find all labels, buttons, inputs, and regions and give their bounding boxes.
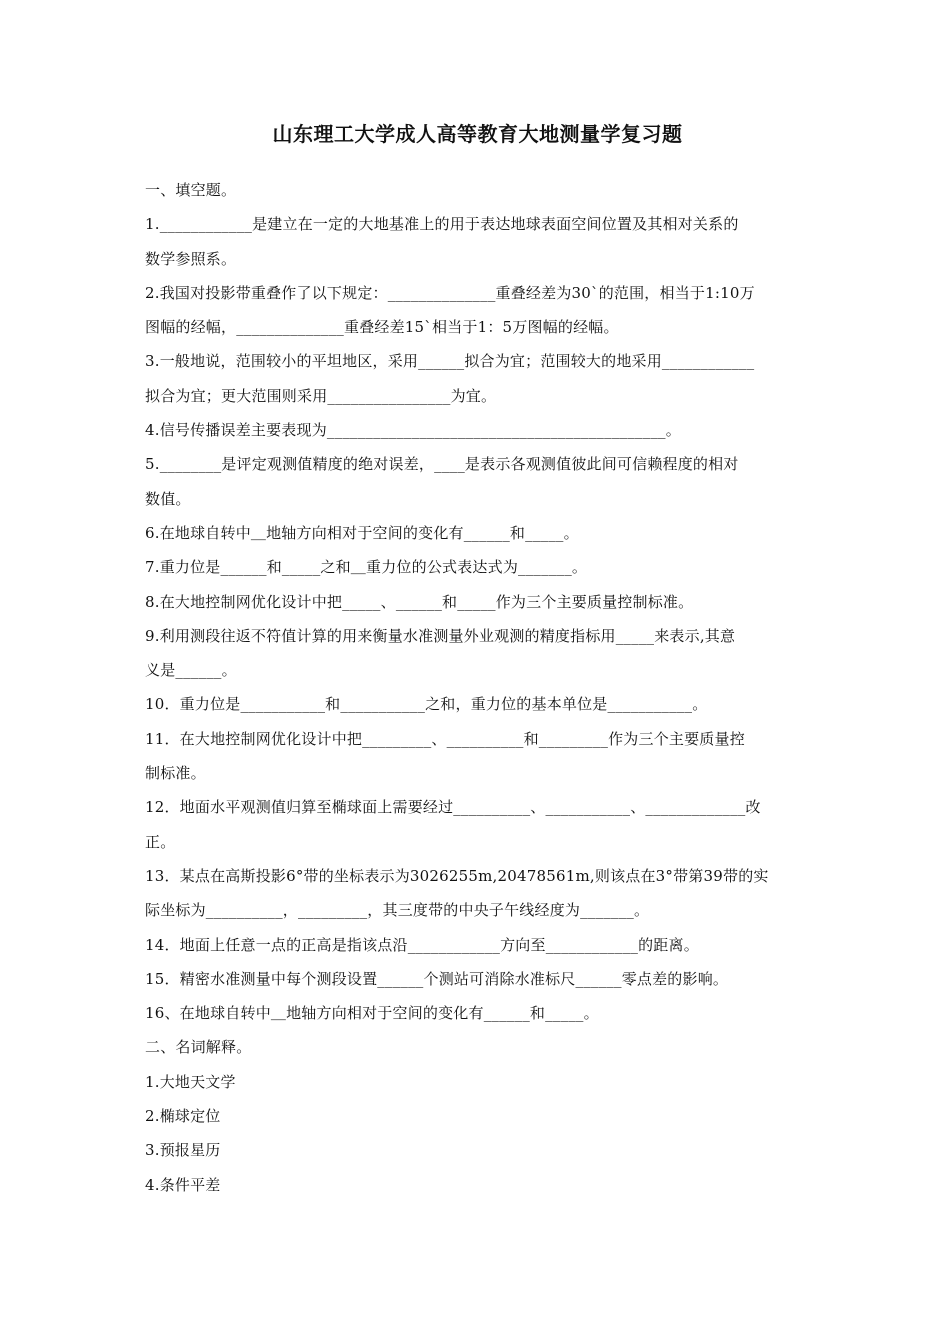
question-line: 正。 [145,832,176,851]
question-line: 义是______。 [145,661,237,680]
term-item: 4.条件平差 [145,1175,221,1194]
term-item: 1.大地天文学 [145,1072,236,1091]
section-heading-fill-in: 一、填空题。 [145,181,237,199]
term-item: 2.椭球定位 [145,1107,221,1126]
question-line: 图幅的经幅，______________重叠经差15`相当于1：5万图幅的经幅。 [145,318,619,337]
question-line: 16、在地球自转中＿地轴方向相对于空间的变化有______和_____。 [145,1004,599,1023]
question-line: 际坐标为__________，_________，其三度带的中央子午线经度为_______。 [145,901,650,920]
question-line: 制标准。 [145,764,206,783]
question-line: 数学参照系。 [145,249,237,268]
question-line: 2.我国对投影带重叠作了以下规定：______________重叠经差为30`的范围，相当于1:10万 [145,283,755,302]
question-line: 10．重力位是___________和___________之和，重力位的基本单位是___________。 [145,695,708,714]
question-line: 14．地面上任意一点的正高是指该点沿____________方向至____________的距离。 [145,935,699,954]
question-line: 7.重力位是______和_____之和＿重力位的公式表达式为_______。 [145,558,588,577]
term-item: 3.预报星历 [145,1141,221,1160]
question-line: 1.____________是建立在一定的大地基准上的用于表达地球表面空间位置及其相对关系的 [145,215,739,234]
question-line: 拟合为宜；更大范围则采用________________为宜。 [145,386,497,405]
question-line: 15．精密水准测量中每个测段设置______个测站可消除水准标尺______零点差的影响。 [145,969,729,988]
question-line: 4.信号传播误差主要表现为____________________________________________。 [145,421,681,440]
question-line: 8.在大地控制网优化设计中把_____、______和_____作为三个主要质量控制标准。 [145,592,694,611]
question-line: 5.________是评定观测值精度的绝对误差，____是表示各观测值彼此间可信赖程度的相对 [145,455,739,474]
document-title: 山东理工大学成人高等教育大地测量学复习题 [272,122,683,146]
question-line: 13．某点在高斯投影6°带的坐标表示为3026255m,20478561m,则该点在3°带第39带的实 [145,866,769,885]
question-line: 11．在大地控制网优化设计中把_________、__________和_________作为三个主要质量控 [145,729,745,748]
question-line: 6.在地球自转中＿地轴方向相对于空间的变化有______和_____。 [145,523,579,542]
question-line: 3.一般地说，范围较小的平坦地区，采用______拟合为宜；范围较大的地采用____________ [145,352,755,371]
question-line: 12．地面水平观测值归算至椭球面上需要经过__________、___________、_____________改 [145,798,761,817]
question-line: 9.利用测段往返不符值计算的用来衡量水准测量外业观测的精度指标用_____来表示,其意 [145,626,736,645]
question-line: 数值。 [145,489,191,508]
section-heading-terms: 二、名词解释。 [145,1038,252,1057]
